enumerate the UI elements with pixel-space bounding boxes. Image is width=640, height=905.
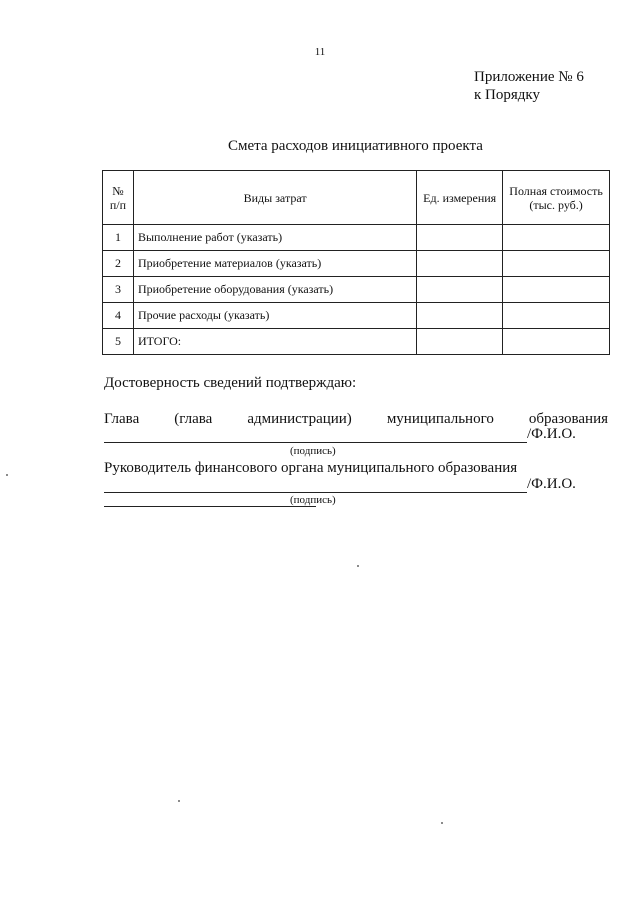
head-fio-label: /Ф.И.О. <box>527 426 576 442</box>
header-number: № п/п <box>103 171 134 225</box>
row-cost-type: Прочие расходы (указать) <box>133 303 416 329</box>
document-title: Смета расходов инициативного проекта <box>228 138 483 154</box>
header-total-cost: Полная стоимость (тыс. руб.) <box>503 171 610 225</box>
row-unit-cell <box>417 303 503 329</box>
appendix-reference: к Порядку <box>474 87 540 103</box>
appendix-title: Приложение № 6 <box>474 69 584 85</box>
row-cost-cell <box>503 277 610 303</box>
head-caption-word: Глава <box>104 411 140 427</box>
finance-signature-caption: Руководитель финансового органа муниципального образования <box>104 460 518 476</box>
row-cost-type: Приобретение оборудования (указать) <box>133 277 416 303</box>
finance-signature-underline <box>104 506 316 507</box>
finance-fio-label: /Ф.И.О. <box>527 476 576 492</box>
table-row <box>103 251 610 277</box>
row-unit-cell <box>417 329 503 355</box>
head-signature-line <box>104 442 527 443</box>
scan-speck <box>6 474 8 476</box>
row-cost-cell <box>503 303 610 329</box>
row-number: 4 <box>103 303 134 329</box>
finance-signature-hint: (подпись) <box>290 494 336 506</box>
head-caption-word: образования <box>528 411 608 427</box>
head-signature-hint: (подпись) <box>290 445 336 457</box>
row-unit-cell <box>417 251 503 277</box>
table-row <box>103 329 610 355</box>
row-cost-cell <box>503 329 610 355</box>
row-cost-type: ИТОГО: <box>133 329 416 355</box>
table-header-row <box>103 171 610 225</box>
header-cost-type: Виды затрат <box>133 171 416 225</box>
table-row <box>103 225 610 251</box>
row-cost-cell <box>503 225 610 251</box>
row-unit-cell <box>417 277 503 303</box>
row-cost-type: Приобретение материалов (указать) <box>133 251 416 277</box>
confirmation-text: Достоверность сведений подтверждаю: <box>104 375 357 391</box>
head-caption-word: муниципального <box>386 411 494 427</box>
table-row <box>103 277 610 303</box>
scan-speck <box>357 565 359 567</box>
finance-signature-line <box>104 492 527 493</box>
estimate-table <box>102 170 610 355</box>
head-caption-word: (глава <box>174 411 213 427</box>
header-unit: Ед. измерения <box>417 171 503 225</box>
row-number: 3 <box>103 277 134 303</box>
row-unit-cell <box>417 225 503 251</box>
row-number: 1 <box>103 225 134 251</box>
head-caption-word: администрации) <box>247 411 352 427</box>
row-number: 2 <box>103 251 134 277</box>
scan-speck <box>178 800 180 802</box>
row-cost-type: Выполнение работ (указать) <box>133 225 416 251</box>
row-cost-cell <box>503 251 610 277</box>
page-number: 11 <box>314 46 326 58</box>
scan-speck <box>441 822 443 824</box>
row-number: 5 <box>103 329 134 355</box>
table-row <box>103 303 610 329</box>
